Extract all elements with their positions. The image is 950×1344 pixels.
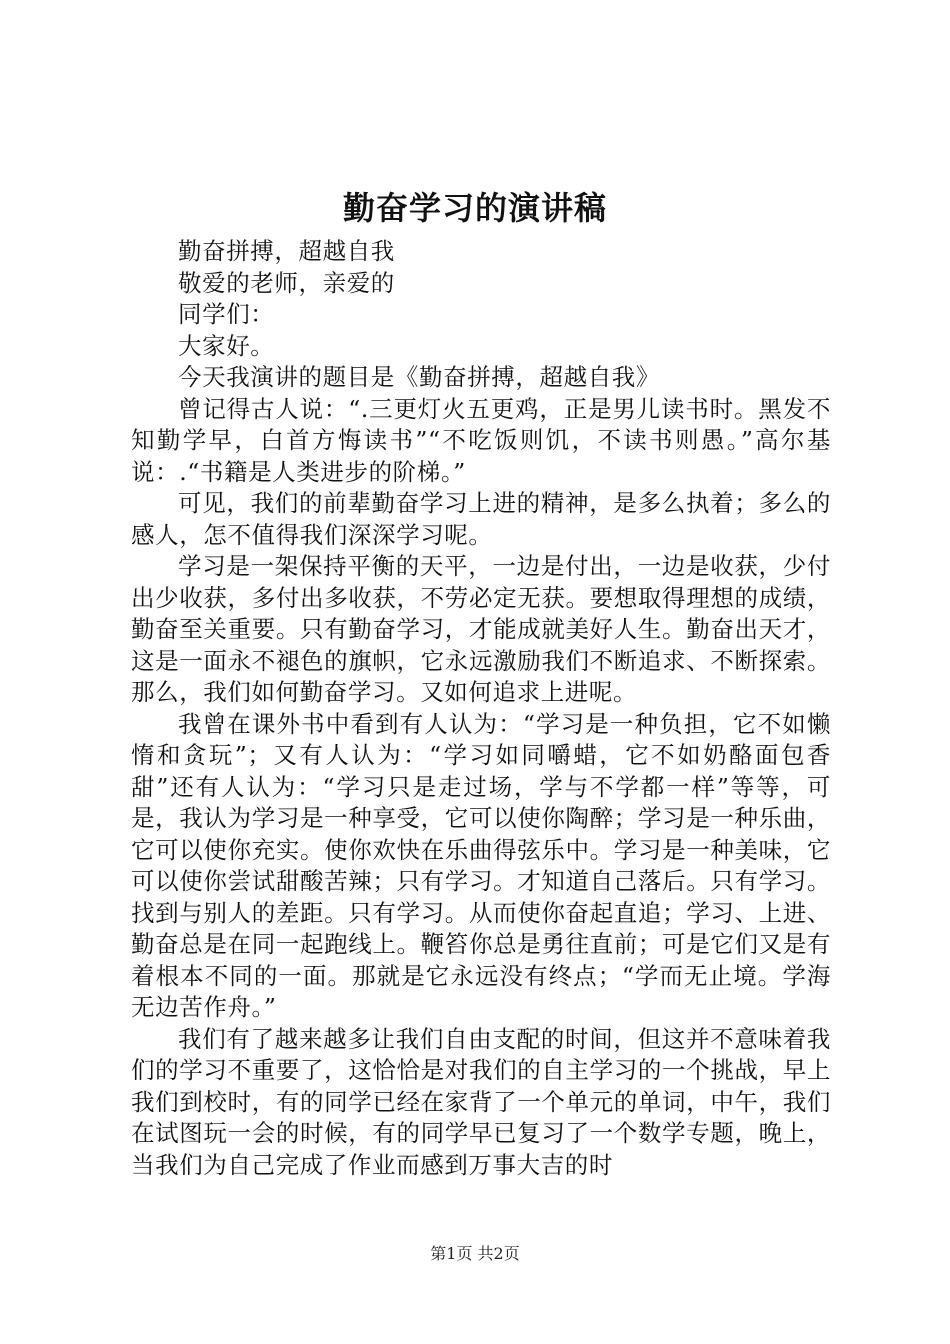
page-number-footer: 第1页 共2页	[430, 1244, 520, 1263]
paragraph: 勤奋拼搏，超越自我	[178, 237, 395, 265]
paragraph: 敬爱的老师，亲爱的	[178, 268, 395, 297]
paragraph: 我曾在课外书中看到有人认为：“学习是一种负担，它不如懒惰和贪玩”；又有人认为：“学习如同嚼蜡，它不如奶酪面包香甜”还有人认为：“学习只是走过场，学与不学都一样”等等，可是，我认为学习是一种享受，它可以使你陶醉；学习是一种乐曲，它可以使你充实。使你欢快在乐曲得弦乐中。学习是一种美味，它可以使你尝试甜酸苦辣；只有学习。才知道自己落后。只有学习。找到与别人的差距。只有学习。从而使你奋起直追；学习、上进、勤奋总是在同一起跑线上。鞭笞你总是勇往直前；可是它们又是有着根本不同的一面。那就是它永远没有终点；“学而无止境。学海无边苦作舟。”	[131, 709, 831, 1021]
paragraph: 曾记得古人说：“.三更灯火五更鸡，正是男儿读书时。黑发不知勤学早，白首方悔读书”“不吃饭则饥，不读书则愚。”高尔基说：.“书籍是人类进步的阶梯。”	[131, 394, 831, 486]
paragraph: 大家好。	[178, 331, 275, 360]
document-title: 勤奋学习的演讲稿	[342, 189, 607, 227]
paragraph: 今天我演讲的题目是《勤奋拼搏，超越自我》	[178, 363, 660, 391]
paragraph: 学习是一架保持平衡的天平，一边是付出，一边是收获，少付出少收获，多付出多收获，不劳必定无获。要想取得理想的成绩，勤奋至关重要。只有勤奋学习，才能成就美好人生。勤奋出天才，这是一面永不褪色的旗帜，它永远激励我们不断追求、不断探索。那么，我们如何勤奋学习。又如何追求上进呢。	[131, 552, 831, 706]
paragraph: 同学们：	[178, 300, 275, 328]
paragraph: 可见，我们的前辈勤奋学习上进的精神，是多么执着；多么的感人，怎不值得我们深深学习呢。	[131, 489, 831, 549]
document-body	[131, 236, 831, 1181]
paragraph: 我们有了越来越多让我们自由支配的时间，但这并不意味着我们的学习不重要了，这恰恰是对我们的自主学习的一个挑战，早上我们到校时，有的同学已经在家背了一个单元的单词，中午，我们在试图玩一会的时候，有的同学早已复习了一个数学专题，晚上，当我们为自己完成了作业而感到万事大吉的时	[131, 1024, 831, 1179]
